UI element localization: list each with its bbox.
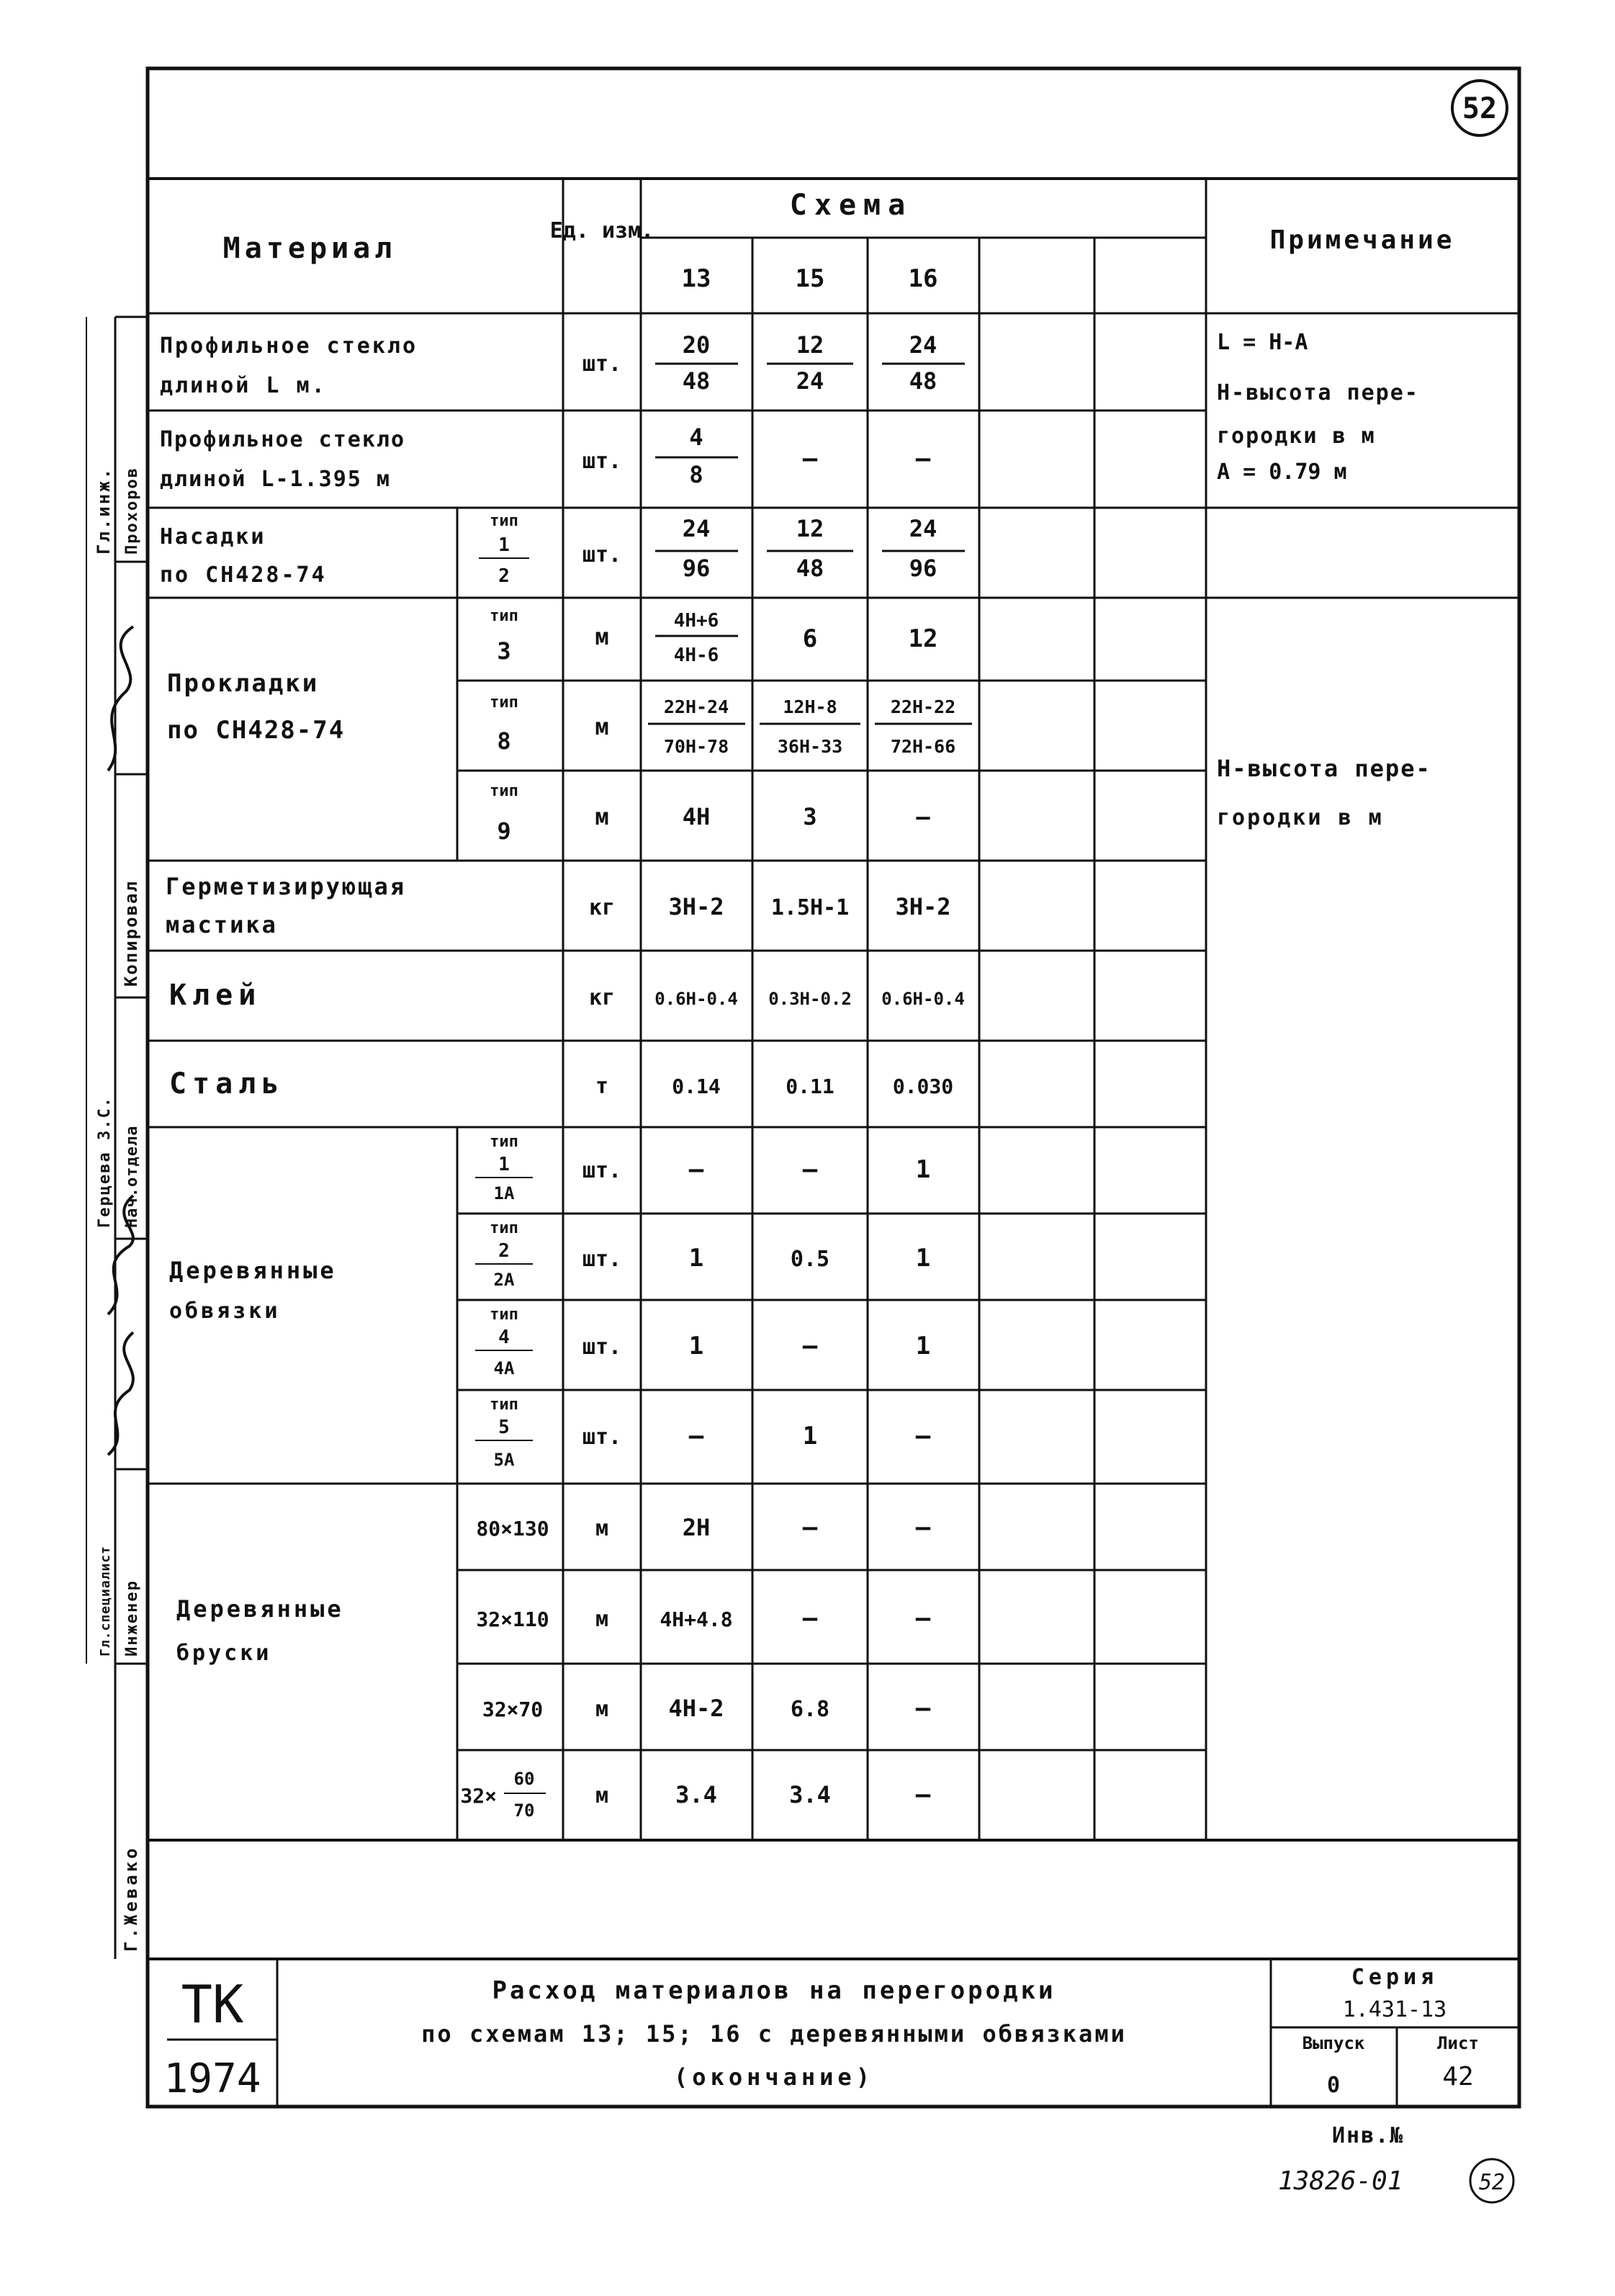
header-scheme-13: 13 <box>681 264 711 293</box>
value-text: — <box>915 1422 931 1450</box>
value-text: 1 <box>688 1332 704 1360</box>
unit-text: шт. <box>582 1247 622 1272</box>
note-text: А = 0.79 м <box>1217 459 1347 485</box>
value-text: 4Н <box>682 803 711 830</box>
value-text: 4Н-6 <box>673 645 719 666</box>
value-text: 6.8 <box>790 1697 830 1722</box>
unit-text: кг <box>588 895 616 920</box>
unit-text: м <box>595 713 609 740</box>
value-text: — <box>915 1513 931 1542</box>
type-text: 5 <box>498 1417 510 1438</box>
series-value: 1.431-13 <box>1342 1997 1447 2022</box>
value-text: — <box>915 1604 931 1633</box>
value-text: — <box>802 444 818 473</box>
value-text: — <box>916 803 930 830</box>
size-text: 60 <box>513 1769 535 1789</box>
title-line: по схемам 13; 15; 16 с деревянными обвязками <box>421 2020 1127 2048</box>
issue-value: 0 <box>1326 2073 1341 2098</box>
tk-label: ТК <box>181 1974 244 2035</box>
unit-text: шт. <box>582 351 622 377</box>
stamp-text: Гл.специалист <box>98 1546 113 1656</box>
unit-text: кг <box>588 985 616 1010</box>
value-text: — <box>802 1604 818 1633</box>
row-sealant <box>166 873 951 938</box>
material-text: длиной L-1.395 м <box>160 467 391 492</box>
footer <box>1278 2123 1513 2202</box>
sheet-value: 42 <box>1442 2062 1474 2091</box>
value-text: — <box>688 1422 704 1450</box>
unit-text: м <box>595 803 609 830</box>
value-text: 3.4 <box>675 1781 717 1808</box>
type-text: 4А <box>493 1358 515 1378</box>
type-text: 4 <box>498 1327 510 1348</box>
value-text: 24 <box>909 331 937 359</box>
material-text: длиной L м. <box>160 373 327 398</box>
type-text: 1А <box>493 1183 515 1203</box>
stamp-text: Г.Жевако <box>121 1845 141 1952</box>
unit-text: м <box>595 1783 609 1808</box>
value-text: 0.3Н-0.2 <box>768 989 852 1009</box>
type-text: тип <box>490 512 518 530</box>
type-text: 2 <box>498 565 510 587</box>
type-text: 5А <box>493 1450 515 1470</box>
value-text: 22Н-22 <box>890 696 956 717</box>
value-text: 24 <box>796 367 824 395</box>
material-text: бруски <box>176 1641 272 1666</box>
size-text: 32×110 <box>476 1607 549 1631</box>
value-text: 4 <box>689 423 703 451</box>
header-scheme-16: 16 <box>908 264 938 293</box>
note-text: Н-высота пере- <box>1217 380 1419 405</box>
type-text: тип <box>490 782 518 800</box>
value-text: 3.4 <box>789 1781 831 1808</box>
stamp-text: Инженер <box>123 1579 141 1656</box>
year-label: 1974 <box>163 2055 261 2102</box>
value-text: 3 <box>803 803 817 830</box>
material-text: Герметизирующая <box>166 873 406 900</box>
series-label: Серия <box>1351 1965 1439 1990</box>
value-text: — <box>915 1694 931 1723</box>
value-text: — <box>802 1155 818 1184</box>
value-text: 0.11 <box>786 1075 835 1098</box>
size-text: 32×70 <box>482 1698 544 1721</box>
header-scheme-15: 15 <box>795 264 825 293</box>
row-wood-bars <box>176 1513 931 1821</box>
type-text: тип <box>490 1133 518 1151</box>
material-text: Деревянные <box>169 1257 337 1284</box>
value-text: 4Н-2 <box>668 1695 724 1722</box>
material-text: Прокладки <box>167 669 320 698</box>
unit-text: м <box>595 1697 609 1722</box>
type-text: 8 <box>497 727 511 755</box>
type-text: тип <box>490 1396 518 1414</box>
value-text: 22Н-24 <box>663 696 729 717</box>
material-text: Профильное стекло <box>160 333 418 359</box>
value-text: 72Н-66 <box>890 736 956 757</box>
type-text: 9 <box>497 817 511 845</box>
value-text: 0.5 <box>790 1247 830 1272</box>
value-text: 4Н+6 <box>673 610 719 632</box>
value-text: — <box>802 1513 818 1542</box>
row-steel <box>169 1067 953 1100</box>
stamp-text: Герцева З.С. <box>96 1096 114 1228</box>
unit-text: м <box>595 1516 609 1541</box>
value-text: 48 <box>682 367 711 395</box>
value-text: — <box>915 444 931 473</box>
value-text: 24 <box>682 515 711 542</box>
value-text: 1 <box>915 1244 931 1273</box>
material-text: Деревянные <box>176 1595 344 1623</box>
value-text: 0.030 <box>892 1075 954 1098</box>
note-text: L = Н-А <box>1217 330 1308 355</box>
row-glue <box>169 979 965 1012</box>
value-text: 36Н-33 <box>777 736 843 757</box>
issue-label: Выпуск <box>1302 2033 1365 2053</box>
unit-text: м <box>595 623 609 650</box>
title-block <box>164 1965 1479 2102</box>
unit-text: шт. <box>582 1158 622 1183</box>
unit-text: шт. <box>582 542 622 568</box>
value-text: 70Н-78 <box>663 736 729 757</box>
type-text: 3 <box>497 637 511 665</box>
value-text: 8 <box>689 461 703 488</box>
note-text: городки в м <box>1217 805 1384 830</box>
stamp-text: Нач.отдела <box>123 1125 141 1228</box>
material-text: по СН428-74 <box>160 562 327 588</box>
value-text: — <box>688 1155 704 1184</box>
note-text: городки в м <box>1217 423 1376 449</box>
signature <box>108 627 133 771</box>
notes <box>1217 330 1431 830</box>
value-text: 3Н-2 <box>895 893 951 920</box>
inventory-label: Инв.№ <box>1332 2123 1405 2148</box>
stamp-text: Прохоров <box>123 467 141 555</box>
material-text: по СН428-74 <box>167 716 346 745</box>
value-text: 1.5Н-1 <box>770 895 850 920</box>
unit-text: м <box>595 1607 609 1632</box>
value-text: 48 <box>909 367 937 395</box>
value-text: 48 <box>796 555 824 582</box>
material-text: Профильное стекло <box>160 427 406 452</box>
value-text: 96 <box>909 555 937 582</box>
page-number: 52 <box>1462 92 1498 125</box>
value-text: 1 <box>915 1332 931 1360</box>
value-text: 0.14 <box>672 1075 721 1098</box>
row-gaskets <box>167 607 972 845</box>
unit-text: шт. <box>582 449 622 474</box>
value-text: 96 <box>682 555 711 582</box>
value-text: 4Н+4.8 <box>660 1607 733 1631</box>
unit-text: шт. <box>582 1335 622 1360</box>
material-text: Сталь <box>169 1067 285 1100</box>
material-text: мастика <box>166 911 278 938</box>
stamp-text: Копировал <box>121 879 141 987</box>
material-text: Насадки <box>160 524 266 550</box>
value-text: 1 <box>802 1422 818 1450</box>
stamp-text: Гл.инж. <box>94 466 114 555</box>
size-text: 80×130 <box>476 1517 549 1541</box>
unit-text: шт. <box>582 1425 622 1450</box>
type-text: тип <box>490 694 518 712</box>
value-text: 12 <box>796 331 824 359</box>
material-text: Клей <box>169 979 262 1012</box>
size-text: 32× <box>460 1784 497 1808</box>
header-note: Примечание <box>1269 225 1455 255</box>
value-text: 2Н <box>682 1514 711 1541</box>
material-text: обвязки <box>169 1299 281 1324</box>
sheet-label: Лист <box>1437 2033 1479 2053</box>
value-text: 12 <box>908 624 938 653</box>
value-text: 1 <box>915 1155 931 1184</box>
size-text: 70 <box>513 1801 535 1821</box>
header-unit: Ед. изм. <box>549 218 654 243</box>
header-material: Материал <box>222 232 397 265</box>
type-text: тип <box>490 607 518 625</box>
header-scheme: Схема <box>789 189 913 222</box>
value-text: 0.6Н-0.4 <box>881 989 965 1009</box>
value-text: 12 <box>796 515 824 542</box>
side-stamps <box>94 467 141 1952</box>
value-text: 20 <box>682 331 711 359</box>
type-text: 1 <box>498 1154 510 1175</box>
type-text: 1 <box>498 534 510 556</box>
footer-page-number: 52 <box>1478 2170 1506 2195</box>
value-text: 24 <box>909 515 937 542</box>
value-text: 12Н-8 <box>783 696 837 717</box>
title-line: Расход материалов на перегородки <box>492 1976 1056 2005</box>
type-text: тип <box>490 1306 518 1324</box>
row-wood-ties <box>169 1133 931 1470</box>
type-text: тип <box>490 1219 518 1237</box>
row-profile-glass-short <box>160 423 931 492</box>
value-text: 6 <box>802 624 818 653</box>
value-text: 1 <box>688 1244 704 1273</box>
value-text: — <box>802 1332 818 1360</box>
title-line: (окончание) <box>674 2063 874 2091</box>
value-text: 3Н-2 <box>668 893 724 920</box>
inventory-number: 13826-01 <box>1278 2166 1403 2196</box>
note-text: Н-высота пере- <box>1217 755 1431 782</box>
value-text: 0.6Н-0.4 <box>654 989 738 1009</box>
value-text: — <box>915 1780 931 1809</box>
unit-text: т <box>595 1074 609 1099</box>
signature <box>108 1332 133 1455</box>
type-text: 2 <box>498 1240 510 1262</box>
type-text: 2А <box>493 1270 515 1290</box>
